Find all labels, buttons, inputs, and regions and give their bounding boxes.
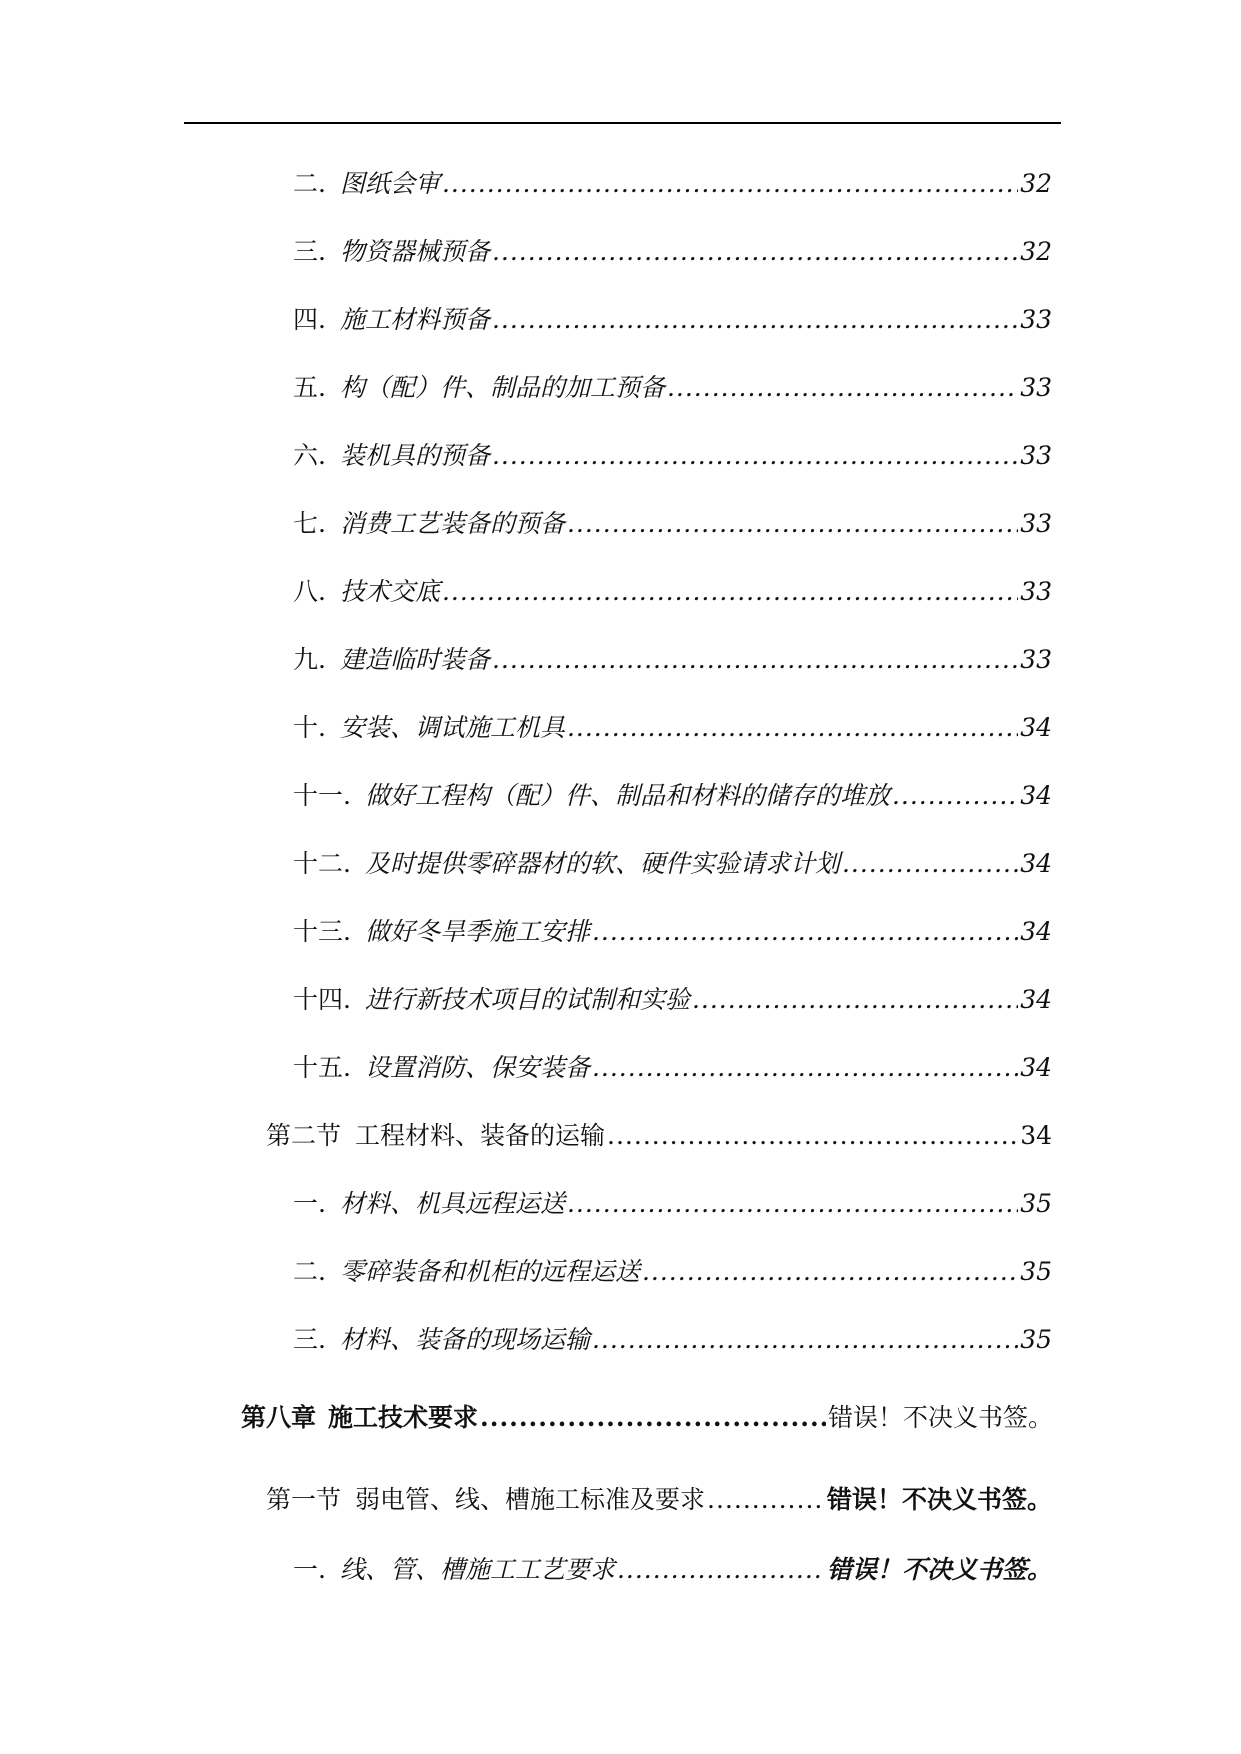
toc-entry-label	[266, 1482, 705, 1518]
toc-entry-number: 三.	[293, 1325, 326, 1354]
toc-entry-number: 九.	[293, 645, 326, 674]
dot-leader	[492, 302, 1018, 338]
toc-entry-label	[293, 302, 490, 338]
dot-leader	[567, 506, 1018, 542]
toc-entry-number: 十.	[293, 713, 326, 742]
dot-leader	[492, 234, 1018, 270]
toc-entry[interactable]	[293, 234, 1052, 270]
dot-leader	[480, 1400, 826, 1436]
toc-entry-title: 建造临时装备	[339, 645, 490, 674]
toc-entry-page: 34	[1020, 781, 1052, 810]
toc-entry-label	[293, 1552, 615, 1588]
toc-entry[interactable]	[293, 506, 1052, 542]
toc-entry-number: 二.	[293, 169, 326, 198]
toc-entry-label	[293, 574, 440, 610]
toc-entry-number: 十五.	[293, 1053, 351, 1082]
toc-entry-number: 八.	[293, 577, 326, 606]
toc-entry-label	[293, 914, 590, 950]
toc-entry-title: 技术交底	[339, 577, 440, 606]
toc-entry-title: 施工技术要求	[328, 1403, 479, 1432]
toc-entry-title: 物资器械预备	[339, 237, 490, 266]
toc-entry-page: 33	[1020, 509, 1052, 538]
dot-leader	[707, 1482, 825, 1518]
toc-entry-label	[293, 1186, 565, 1222]
toc-entry-title: 材料、装备的现场运输	[339, 1325, 590, 1354]
toc-entry-number: 四.	[293, 305, 326, 334]
toc-entry-page: 35	[1020, 1189, 1052, 1218]
toc-entry[interactable]	[293, 846, 1052, 882]
toc-entry-page: 33	[1020, 373, 1052, 402]
toc-entry-page: 33	[1020, 645, 1052, 674]
toc-entry-page: 33	[1020, 577, 1052, 606]
dot-leader	[692, 982, 1018, 1018]
toc-entry-label	[293, 982, 690, 1018]
dot-leader	[567, 1186, 1018, 1222]
toc-entry-label	[293, 438, 490, 474]
toc-entry-label	[241, 1400, 478, 1436]
dot-leader	[667, 370, 1018, 406]
dot-leader	[642, 1254, 1018, 1290]
toc-entry-number: 十二.	[293, 849, 351, 878]
toc-entry-title: 安装、调试施工机具	[339, 713, 565, 742]
toc-entry-label	[293, 370, 665, 406]
toc-entry-page: 32	[1020, 237, 1052, 266]
toc-entry-title: 弱电管、线、槽施工标准及要求	[355, 1485, 706, 1514]
toc-entry-label	[266, 1118, 605, 1154]
toc-entry-number: 第二节	[266, 1121, 342, 1150]
toc-entry-page: 35	[1020, 1257, 1052, 1286]
toc-entry[interactable]	[293, 778, 1052, 814]
toc-entry-page: 错误！不决义书签。	[827, 1403, 1053, 1432]
toc-entry[interactable]	[293, 302, 1052, 338]
toc-entry-number: 十一.	[293, 781, 351, 810]
toc-section-entry[interactable]	[266, 1118, 1052, 1154]
toc-entry[interactable]	[293, 370, 1052, 406]
toc-entry-number: 十三.	[293, 917, 351, 946]
toc-entry-page: 错误！不决义书签。	[826, 1485, 1052, 1514]
toc-entry[interactable]	[293, 166, 1052, 202]
toc-entry-page: 34	[1020, 1053, 1052, 1082]
toc-entry-label	[293, 710, 565, 746]
toc-entry-title: 施工材料预备	[339, 305, 490, 334]
dot-leader	[592, 1050, 1018, 1086]
toc-entry-page: 33	[1020, 305, 1052, 334]
toc-entry-number: 三.	[293, 237, 326, 266]
toc-entry-title: 消费工艺装备的预备	[339, 509, 565, 538]
toc-entry-page: 33	[1020, 441, 1052, 470]
toc-entry-number: 一.	[293, 1189, 326, 1218]
toc-entry[interactable]	[293, 1552, 1052, 1588]
toc-entry[interactable]	[293, 1322, 1052, 1358]
dot-leader	[892, 778, 1018, 814]
toc-entry[interactable]	[293, 982, 1052, 1018]
dot-leader	[442, 574, 1018, 610]
toc-entry-title: 装机具的预备	[339, 441, 490, 470]
toc-entry-page: 34	[1020, 849, 1052, 878]
toc-entry-label	[293, 1254, 640, 1290]
toc-entry[interactable]	[293, 1050, 1052, 1086]
toc-entry-label	[293, 234, 490, 270]
toc-entry-label	[293, 846, 840, 882]
toc-section-entry[interactable]	[266, 1482, 1052, 1518]
toc-entry-title: 进行新技术项目的试制和实验	[364, 985, 690, 1014]
toc-entry[interactable]	[293, 438, 1052, 474]
toc-entry-title: 构（配）件、制品的加工预备	[339, 373, 665, 402]
toc-entry-page: 34	[1020, 713, 1052, 742]
toc-entry-title: 做好工程构（配）件、制品和材料的储存的堆放	[364, 781, 890, 810]
dot-leader	[492, 438, 1018, 474]
toc-entry-number: 五.	[293, 373, 326, 402]
toc-entry-label	[293, 642, 490, 678]
toc-entry-label	[293, 1322, 590, 1358]
toc-entry-title: 线、管、槽施工工艺要求	[339, 1555, 615, 1584]
toc-entry-number: 二.	[293, 1257, 326, 1286]
toc-entry-number: 第八章	[241, 1403, 317, 1432]
toc-entry-title: 材料、机具远程运送	[339, 1189, 565, 1218]
toc-entry-title: 图纸会审	[339, 169, 440, 198]
toc-entry-number: 六.	[293, 441, 326, 470]
toc-entry-page: 错误！不决义书签。	[826, 1555, 1052, 1584]
toc-entry-title: 做好冬旱季施工安排	[364, 917, 590, 946]
toc-entry-number: 一.	[293, 1555, 326, 1584]
header-rule	[184, 122, 1061, 124]
toc-entry[interactable]	[293, 1254, 1052, 1290]
dot-leader	[592, 914, 1018, 950]
dot-leader	[592, 1322, 1018, 1358]
toc-entry-number: 七.	[293, 509, 326, 538]
toc-entry[interactable]	[293, 1186, 1052, 1222]
toc-entry[interactable]	[293, 642, 1052, 678]
toc-entry-label	[293, 166, 440, 202]
dot-leader	[442, 166, 1018, 202]
dot-leader	[492, 642, 1018, 678]
toc-entry-number: 第一节	[266, 1485, 342, 1514]
toc-entry-label	[293, 778, 890, 814]
dot-leader	[617, 1552, 825, 1588]
toc-entry-page: 32	[1020, 169, 1052, 198]
toc-entry[interactable]	[293, 574, 1052, 610]
toc-entry-label	[293, 1050, 590, 1086]
dot-leader	[607, 1118, 1018, 1154]
toc-entry-title: 及时提供零碎器材的软、硬件实验请求计划	[364, 849, 840, 878]
toc-entry-number: 十四.	[293, 985, 351, 1014]
toc-entry-page: 34	[1020, 1121, 1052, 1150]
toc-entry[interactable]	[293, 914, 1052, 950]
toc-chapter-entry[interactable]	[241, 1400, 1053, 1436]
dot-leader	[842, 846, 1018, 882]
toc-entry-title: 设置消防、保安装备	[364, 1053, 590, 1082]
toc-entry-title: 零碎装备和机柜的远程运送	[339, 1257, 640, 1286]
toc-entry-title: 工程材料、装备的运输	[355, 1121, 606, 1150]
toc-entry-page: 34	[1020, 985, 1052, 1014]
toc-entry-page: 34	[1020, 917, 1052, 946]
toc-entry-page: 35	[1020, 1325, 1052, 1354]
toc-entry-label	[293, 506, 565, 542]
dot-leader	[567, 710, 1018, 746]
toc-entry[interactable]	[293, 710, 1052, 746]
